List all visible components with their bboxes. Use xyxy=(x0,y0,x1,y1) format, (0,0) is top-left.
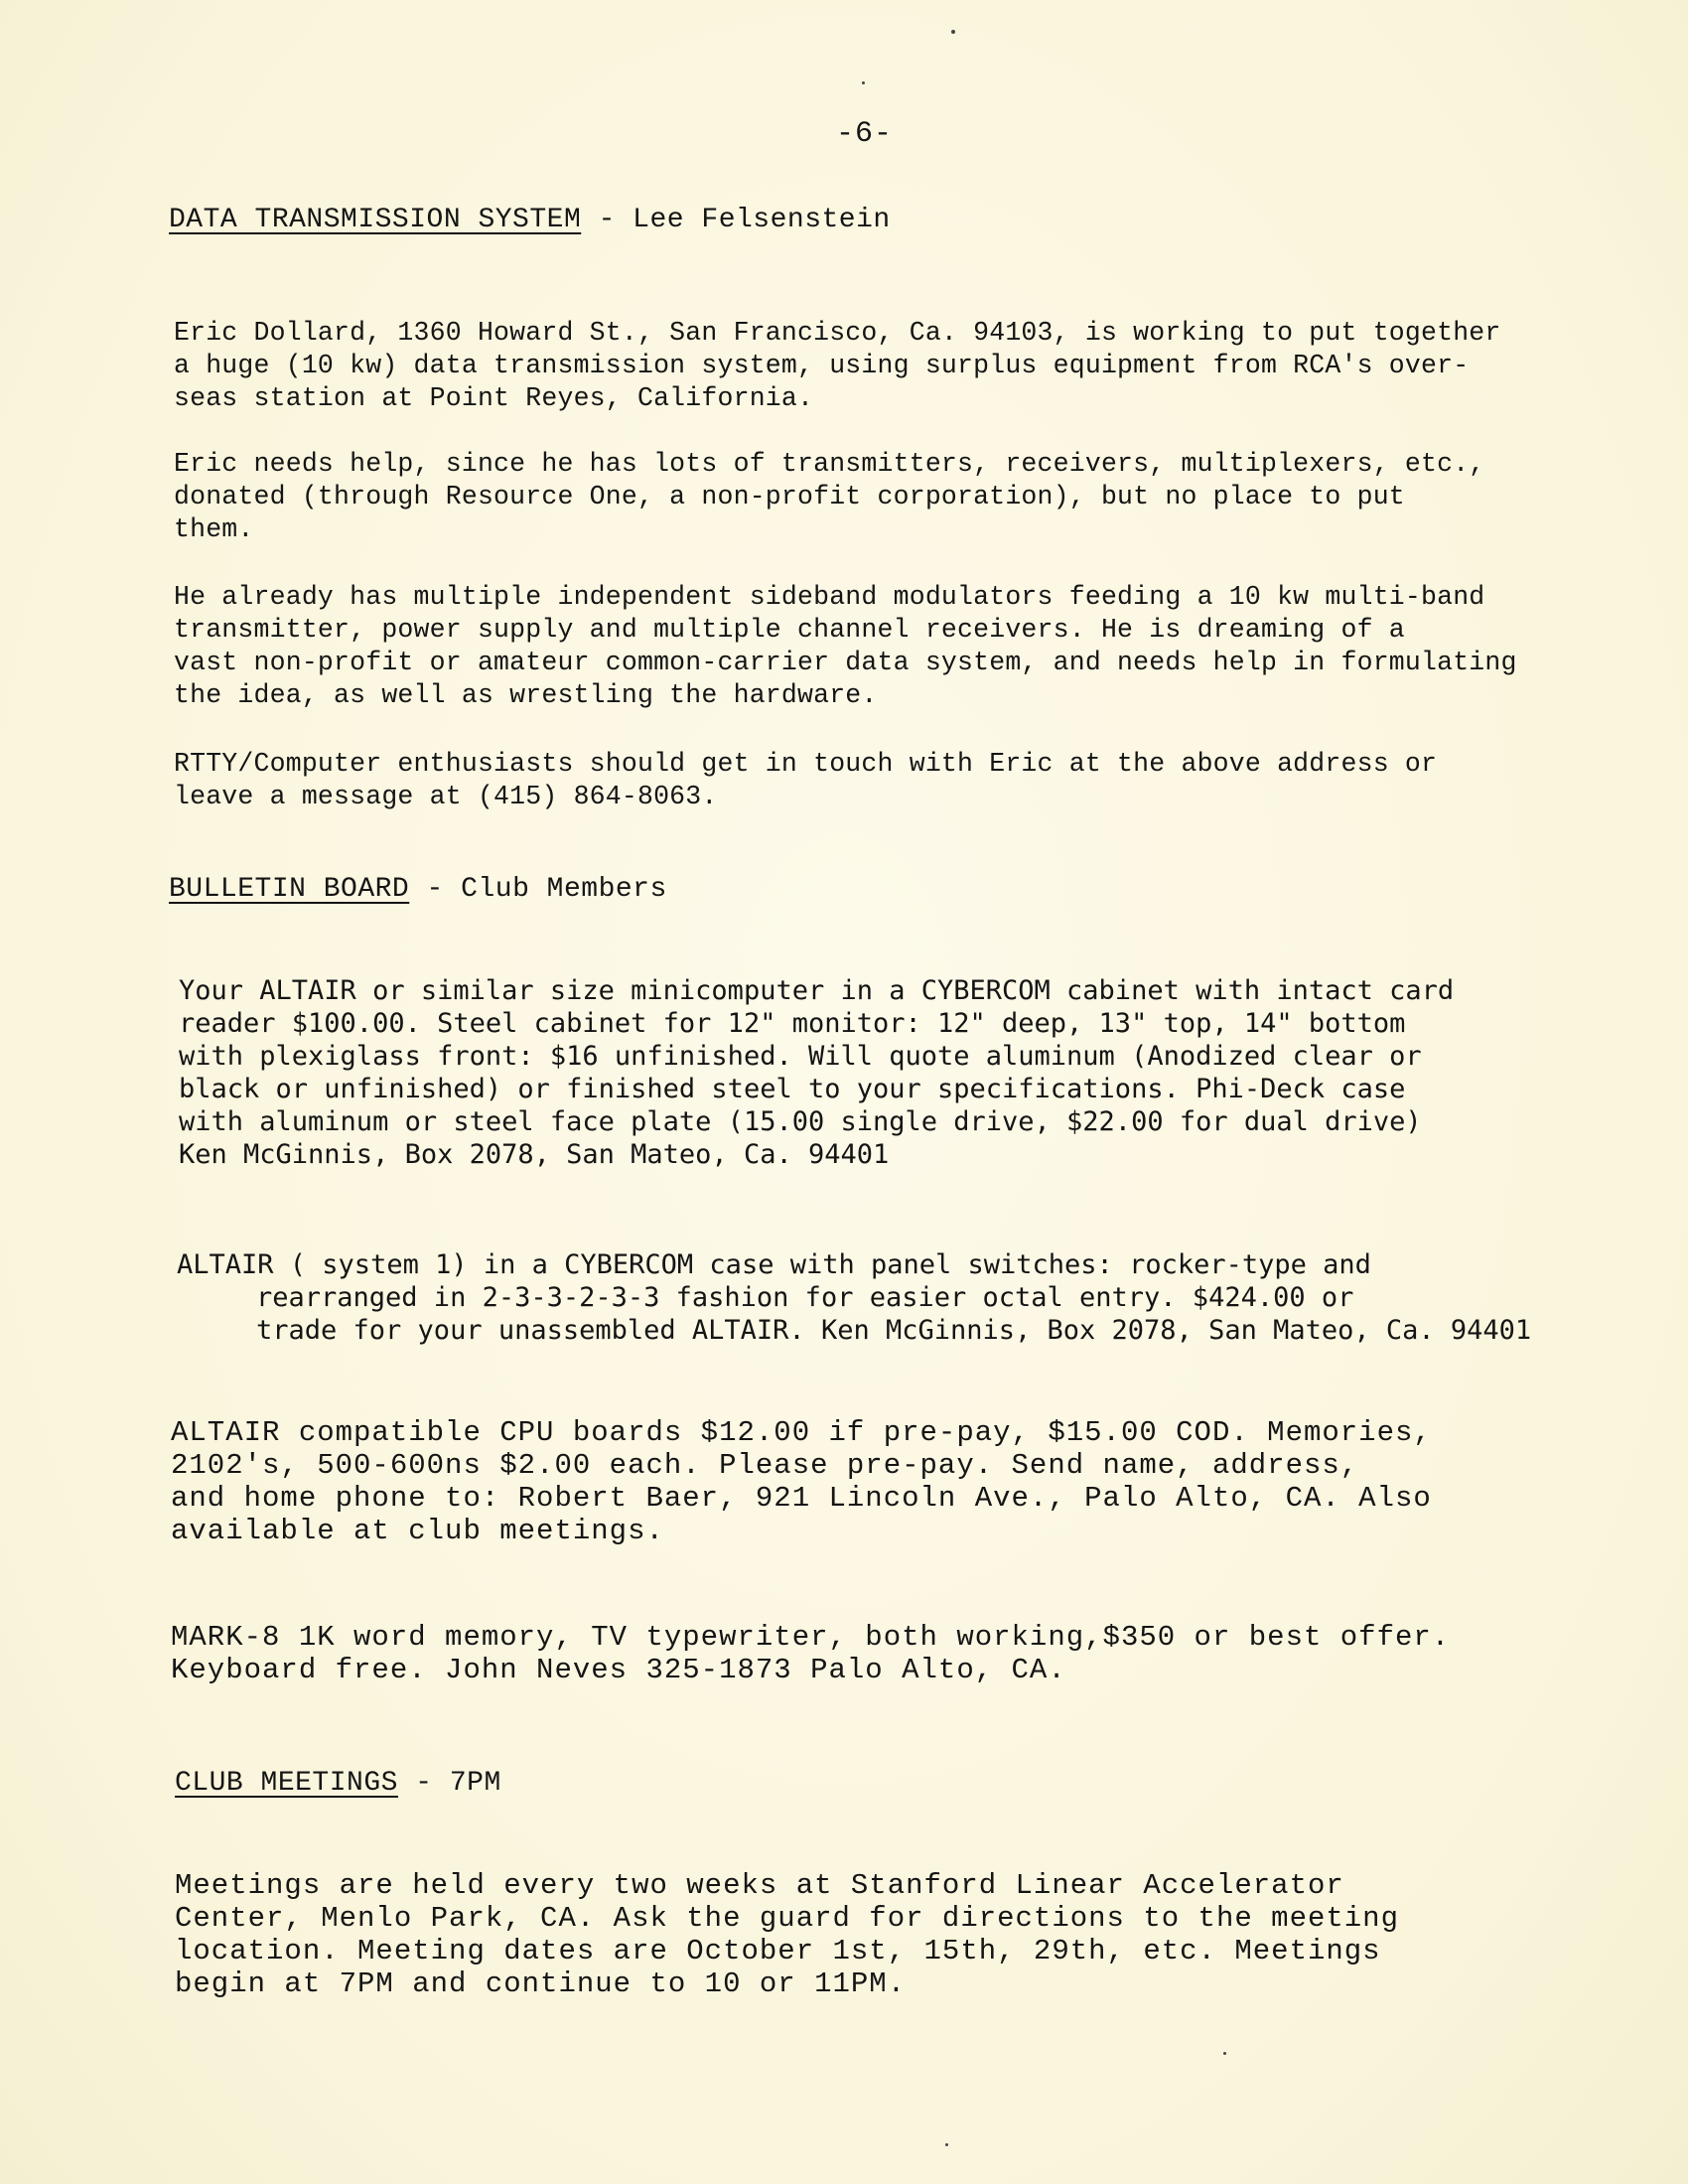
paragraph: Eric Dollard, 1360 Howard St., San Francisco, Ca. 94103, is working to put together a huge (10 kw) data transmission system, using surplus equipment from RCA's over- seas station at Point Reyes, California. xyxy=(174,318,1501,413)
bulletin-ad: ALTAIR ( system 1) in a CYBERCOM case with panel switches: rocker-type and rearranged in 2-3-3-2-3-3 fashion for easier octal entry. $424.00 or trade for your unassembled ALTAIR. Ken McGinnis, Box 2078, San Mateo, Ca. 94401 xyxy=(177,1249,1532,1346)
paragraph: He already has multiple independent sideband modulators feeding a 10 kw multi-band transmitter, power supply and multiple channel receivers. He is dreaming of a vast non-profit or amateur common-carrier data system, and needs help in formulating the idea, as well as wrestling the hardware. xyxy=(174,582,1517,710)
page-number: -6- xyxy=(836,117,894,151)
paper-speck xyxy=(945,2143,948,2146)
section-heading-bulletin-board xyxy=(169,874,667,905)
paper-speck xyxy=(1223,2052,1226,2055)
section-byline: - 7PM xyxy=(397,1768,501,1799)
paragraph: Meetings are held every two weeks at Stanford Linear Accelerator Center, Menlo Park, CA. Ask the guard for directions to the meeting location. Meeting dates are October 1st, 15th, 29th, etc. Meetings begin at 7PM and continue to 10 or 11PM. xyxy=(175,1869,1399,2000)
section-title: DATA TRANSMISSION SYSTEM xyxy=(169,205,582,235)
paragraph: Eric needs help, since he has lots of transmitters, receivers, multiplexers, etc., donated (through Resource One, a non-profit corporation), but no place to put them. xyxy=(174,449,1485,544)
paragraph: RTTY/Computer enthusiasts should get in touch with Eric at the above address or leave a message at (415) 864-8063. xyxy=(174,749,1438,811)
bulletin-ad: Your ALTAIR or similar size minicomputer in a CYBERCOM cabinet with intact card reader $100.00. Steel cabinet for 12" monitor: 12" deep, 13" top, 14" bottom with plexiglass front: $16 unfinished. Will quote aluminum (Anodized clear or black or unfinished) or finished steel to your specifications. Phi-Deck case with aluminum or steel face plate (15.00 single drive, $22.00 for dual drive) Ken McGinnis, Box 2078, San Mateo, Ca. 94401 xyxy=(179,975,1455,1170)
bulletin-ad: MARK-8 1K word memory, TV typewriter, both working,$350 or best offer. Keyboard free. John Neves 325-1873 Palo Alto, CA. xyxy=(171,1621,1451,1686)
section-title: CLUB MEETINGS xyxy=(175,1768,398,1799)
section-title: BULLETIN BOARD xyxy=(169,874,410,905)
bulletin-ad: ALTAIR compatible CPU boards $12.00 if pre-pay, $15.00 COD. Memories, 2102's, 500-600ns $2.00 each. Please pre-pay. Send name, address, and home phone to: Robert Baer, 921 Lincoln Ave., Palo Alto, CA. Also available at club meetings. xyxy=(171,1416,1432,1547)
section-heading-data-transmission xyxy=(169,205,891,235)
section-byline: - Club Members xyxy=(409,874,667,905)
section-byline: - Lee Felsenstein xyxy=(581,205,891,235)
section-heading-club-meetings xyxy=(175,1768,501,1799)
paper-speck xyxy=(862,81,865,84)
paper-speck xyxy=(951,30,955,34)
